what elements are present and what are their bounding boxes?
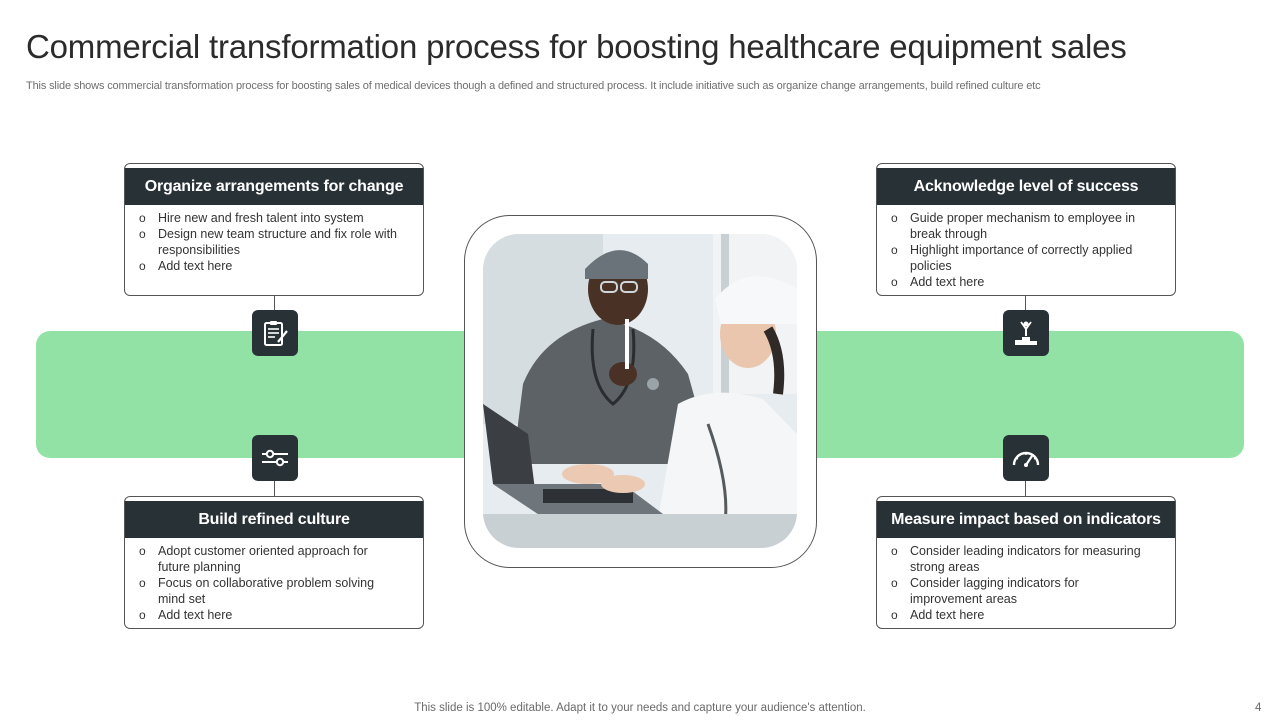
card-build-culture — [124, 496, 424, 629]
slide-title: Commercial transformation process for boosting healthcare equipment sales — [26, 28, 1127, 65]
connector-top-right — [1025, 295, 1026, 311]
connector-bottom-right — [1025, 480, 1026, 497]
list-item: o Add text here — [139, 258, 401, 274]
list-item: o Add text here — [891, 607, 1153, 623]
connector-top-left — [274, 295, 275, 311]
list-item: o Hire new and fresh talent into system — [139, 210, 401, 226]
list-item: o Adopt customer oriented approach for future planning — [139, 543, 401, 575]
card-bullets — [891, 543, 1153, 623]
card-acknowledge-success — [876, 163, 1176, 296]
doctors-photo — [483, 234, 797, 548]
list-item: o Focus on collaborative problem solving mind set — [139, 575, 401, 607]
doctors-illustration — [483, 234, 797, 548]
card-bullets — [139, 543, 401, 623]
list-item: o Highlight importance of correctly applied policies — [891, 242, 1153, 274]
list-item: o Add text here — [891, 274, 1153, 290]
page-number: 4 — [1255, 702, 1262, 714]
card-bullets — [891, 210, 1153, 290]
card-bullets — [139, 210, 401, 274]
connector-bottom-left — [274, 480, 275, 497]
slide-footer: This slide is 100% editable. Adapt it to your needs and capture your audience's attention. — [414, 702, 866, 714]
list-item: o Consider lagging indicators for improvement areas — [891, 575, 1153, 607]
card-title: Organize arrangements for change — [125, 168, 423, 205]
slide-subtitle: This slide shows commercial transformation process for boosting sales of medical devices though a defined and structured process. It include initiative such as organize change arrangements, build refined culture etc — [26, 80, 1041, 92]
gauge-icon — [1003, 435, 1049, 481]
podium-winner-icon — [1003, 310, 1049, 356]
clipboard-icon — [252, 310, 298, 356]
list-item: o Add text here — [139, 607, 401, 623]
card-title: Acknowledge level of success — [877, 168, 1175, 205]
list-item: o Design new team structure and fix role with responsibilities — [139, 226, 401, 258]
card-measure-impact — [876, 496, 1176, 629]
sliders-icon — [252, 435, 298, 481]
card-title: Build refined culture — [125, 501, 423, 538]
list-item: o Guide proper mechanism to employee in break through — [891, 210, 1153, 242]
card-title: Measure impact based on indicators — [877, 501, 1175, 538]
card-organize-arrangements — [124, 163, 424, 296]
list-item: o Consider leading indicators for measuring strong areas — [891, 543, 1153, 575]
